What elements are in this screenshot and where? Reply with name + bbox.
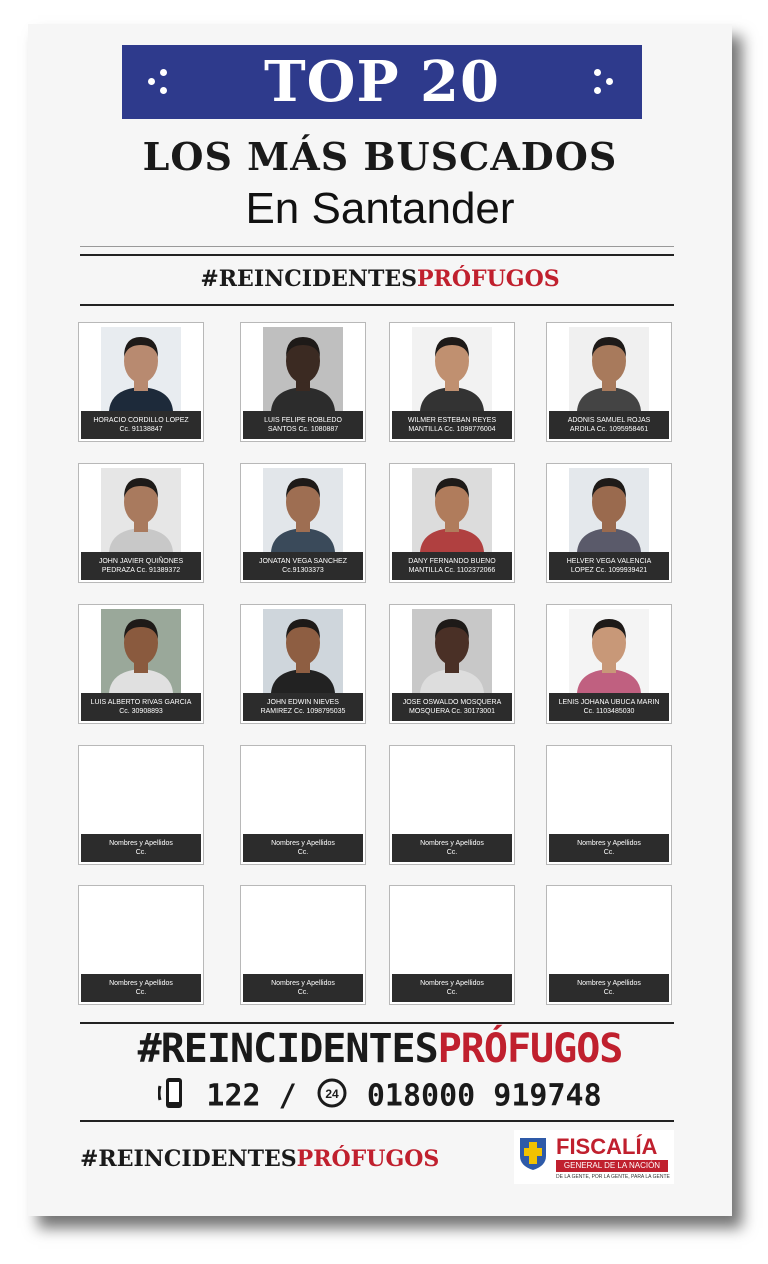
divider xyxy=(80,1120,674,1122)
fugitive-name: Nombres y Apellidos xyxy=(271,980,335,987)
fugitive-name-label xyxy=(549,552,669,580)
fugitive-id: Cc. 1103485030 xyxy=(583,708,635,715)
logo-subtitle: GENERAL DE LA NACIÓN xyxy=(556,1160,668,1172)
fugitive-id: MANTILLA Cc. 1098776004 xyxy=(408,426,496,433)
fugitive-name: LENIS JOHANA UBUCA MARIN xyxy=(558,699,660,706)
fugitive-id: LOPEZ Cc. 1099939421 xyxy=(570,567,648,574)
fugitive-name: Nombres y Apellidos xyxy=(109,980,173,987)
shield-icon xyxy=(518,1136,548,1172)
heading-most-wanted: LOS MÁS BUSCADOS xyxy=(142,134,618,179)
fugitive-name-label xyxy=(81,834,201,862)
dots-decoration-right xyxy=(594,67,616,97)
fugitive-card xyxy=(546,322,672,442)
fugitive-card xyxy=(78,604,204,724)
mugshot-photo xyxy=(412,468,492,552)
hashtag-footer: #REINCIDENTESPRÓFUGOS xyxy=(80,1146,440,1172)
fugitive-card xyxy=(78,322,204,442)
fugitive-card xyxy=(389,745,515,865)
fugitive-id: Cc. xyxy=(297,989,309,996)
fugitive-card xyxy=(389,463,515,583)
mugshot-photo xyxy=(101,327,181,411)
fugitive-name-label xyxy=(81,693,201,721)
svg-text:24: 24 xyxy=(325,1087,339,1101)
banner-title: TOP 20 xyxy=(264,49,500,115)
fugitive-name-label xyxy=(549,693,669,721)
fugitive-card xyxy=(546,604,672,724)
fugitive-name: DANY FERNANDO BUENO xyxy=(408,558,496,565)
divider xyxy=(80,1022,674,1024)
fugitive-card xyxy=(240,885,366,1005)
fugitive-id: Cc. xyxy=(603,849,615,856)
mugshot-photo xyxy=(263,327,343,411)
fugitive-name: Nombres y Apellidos xyxy=(420,980,484,987)
logo-title: FISCALÍA xyxy=(556,1134,658,1159)
fugitive-name: Nombres y Apellidos xyxy=(577,980,641,987)
fugitive-id: MANTILLA Cc. 1102372066 xyxy=(408,567,496,574)
wanted-poster xyxy=(28,24,732,1216)
mugshot-photo xyxy=(101,609,181,693)
fugitive-name-label xyxy=(81,552,201,580)
fugitive-name: Nombres y Apellidos xyxy=(271,840,335,847)
dots-decoration-left xyxy=(148,67,170,97)
heading-region: En Santander xyxy=(245,184,515,233)
divider xyxy=(80,246,674,247)
fugitive-id: ARDILA Cc. 1095958461 xyxy=(569,426,649,433)
fugitive-id: Cc. xyxy=(135,849,147,856)
divider xyxy=(80,254,674,256)
fugitive-name-label xyxy=(392,693,512,721)
fugitive-name-label xyxy=(243,411,363,439)
fugitive-name-label xyxy=(243,834,363,862)
fugitive-id: Cc.91303373 xyxy=(282,567,324,574)
phone-separator: / xyxy=(278,1078,297,1114)
mugshot-photo xyxy=(569,609,649,693)
fugitive-name-label xyxy=(392,552,512,580)
fugitive-card xyxy=(546,885,672,1005)
fugitive-name-label xyxy=(243,974,363,1002)
fugitive-name-label xyxy=(549,411,669,439)
mugshot-photo xyxy=(101,468,181,552)
contact-phones xyxy=(28,1076,732,1118)
mugshot-photo xyxy=(412,327,492,411)
fugitive-name: WILMER ESTEBAN REYES xyxy=(407,417,497,424)
mugshot-photo xyxy=(412,609,492,693)
fugitives-grid xyxy=(78,322,678,1012)
fugitive-card xyxy=(240,604,366,724)
phone-number-short[interactable]: 122 xyxy=(206,1078,261,1114)
fugitive-name-label xyxy=(81,411,201,439)
phone-24h-icon xyxy=(315,1076,349,1118)
fugitive-id: SANTOS Cc. 1080887 xyxy=(267,426,339,433)
fugitive-name-label xyxy=(392,411,512,439)
fiscalia-logo xyxy=(514,1130,674,1184)
fugitive-name: LUIS ALBERTO RIVAS GARCIA xyxy=(90,699,192,706)
fugitive-name: JONATAN VEGA SANCHEZ xyxy=(258,558,348,565)
fugitive-card xyxy=(546,745,672,865)
mugshot-photo xyxy=(569,468,649,552)
fugitive-name-label xyxy=(243,552,363,580)
fugitive-card xyxy=(240,463,366,583)
divider xyxy=(80,304,674,306)
top-banner xyxy=(122,45,642,119)
mugshot-photo xyxy=(263,468,343,552)
hashtag-top: #REINCIDENTESPRÓFUGOS xyxy=(200,266,560,292)
mugshot-photo xyxy=(569,327,649,411)
fugitive-name-label xyxy=(549,834,669,862)
fugitive-id: Cc. 91138847 xyxy=(119,426,163,433)
fugitive-name: JOSE OSWALDO MOSQUERA xyxy=(402,699,502,706)
fugitive-card xyxy=(78,885,204,1005)
fugitive-name: JOHN JAVIER QUIÑONES xyxy=(98,558,184,565)
phone-number-toll-free[interactable]: 018000 919748 xyxy=(366,1078,602,1114)
fugitive-card xyxy=(389,885,515,1005)
fugitive-card xyxy=(546,463,672,583)
fugitive-card xyxy=(240,322,366,442)
mugshot-photo xyxy=(263,609,343,693)
fugitive-id: RAMIREZ Cc. 1098795035 xyxy=(260,708,346,715)
fugitive-name: JOHN EDWIN NIEVES xyxy=(267,699,339,706)
fugitive-card xyxy=(240,745,366,865)
fugitive-name-label xyxy=(549,974,669,1002)
fugitive-id: Cc. xyxy=(446,989,458,996)
fugitive-name: HELVER VEGA VALENCIA xyxy=(566,558,652,565)
fugitive-card xyxy=(389,322,515,442)
hashtag-large: #REINCIDENTESPRÓFUGOS xyxy=(137,1026,623,1072)
fugitive-id: Cc. xyxy=(135,989,147,996)
logo-motto: DE LA GENTE, POR LA GENTE, PARA LA GENTE xyxy=(556,1174,670,1180)
fugitive-name: Nombres y Apellidos xyxy=(577,840,641,847)
fugitive-id: Cc. xyxy=(603,989,615,996)
fugitive-name: HORACIO CORDILLO LOPEZ xyxy=(93,417,189,424)
fugitive-name-label xyxy=(81,974,201,1002)
fugitive-id: Cc. xyxy=(297,849,309,856)
fugitive-name: LUIS FELIPE ROBLEDO xyxy=(264,417,342,424)
fugitive-name: Nombres y Apellidos xyxy=(420,840,484,847)
fugitive-name-label xyxy=(392,974,512,1002)
fugitive-name-label xyxy=(243,693,363,721)
fugitive-name-label xyxy=(392,834,512,862)
fugitive-name: Nombres y Apellidos xyxy=(109,840,173,847)
fugitive-card xyxy=(78,463,204,583)
mobile-phone-icon xyxy=(158,1076,188,1118)
fugitive-id: MOSQUERA Cc. 30173001 xyxy=(409,708,495,715)
fugitive-card xyxy=(78,745,204,865)
fugitive-name: ADONIS SAMUEL ROJAS xyxy=(567,417,651,424)
fugitive-id: PEDRAZA Cc. 91389372 xyxy=(101,567,181,574)
fugitive-card xyxy=(389,604,515,724)
fugitive-id: Cc. xyxy=(446,849,458,856)
fugitive-id: Cc. 30908893 xyxy=(119,708,163,715)
